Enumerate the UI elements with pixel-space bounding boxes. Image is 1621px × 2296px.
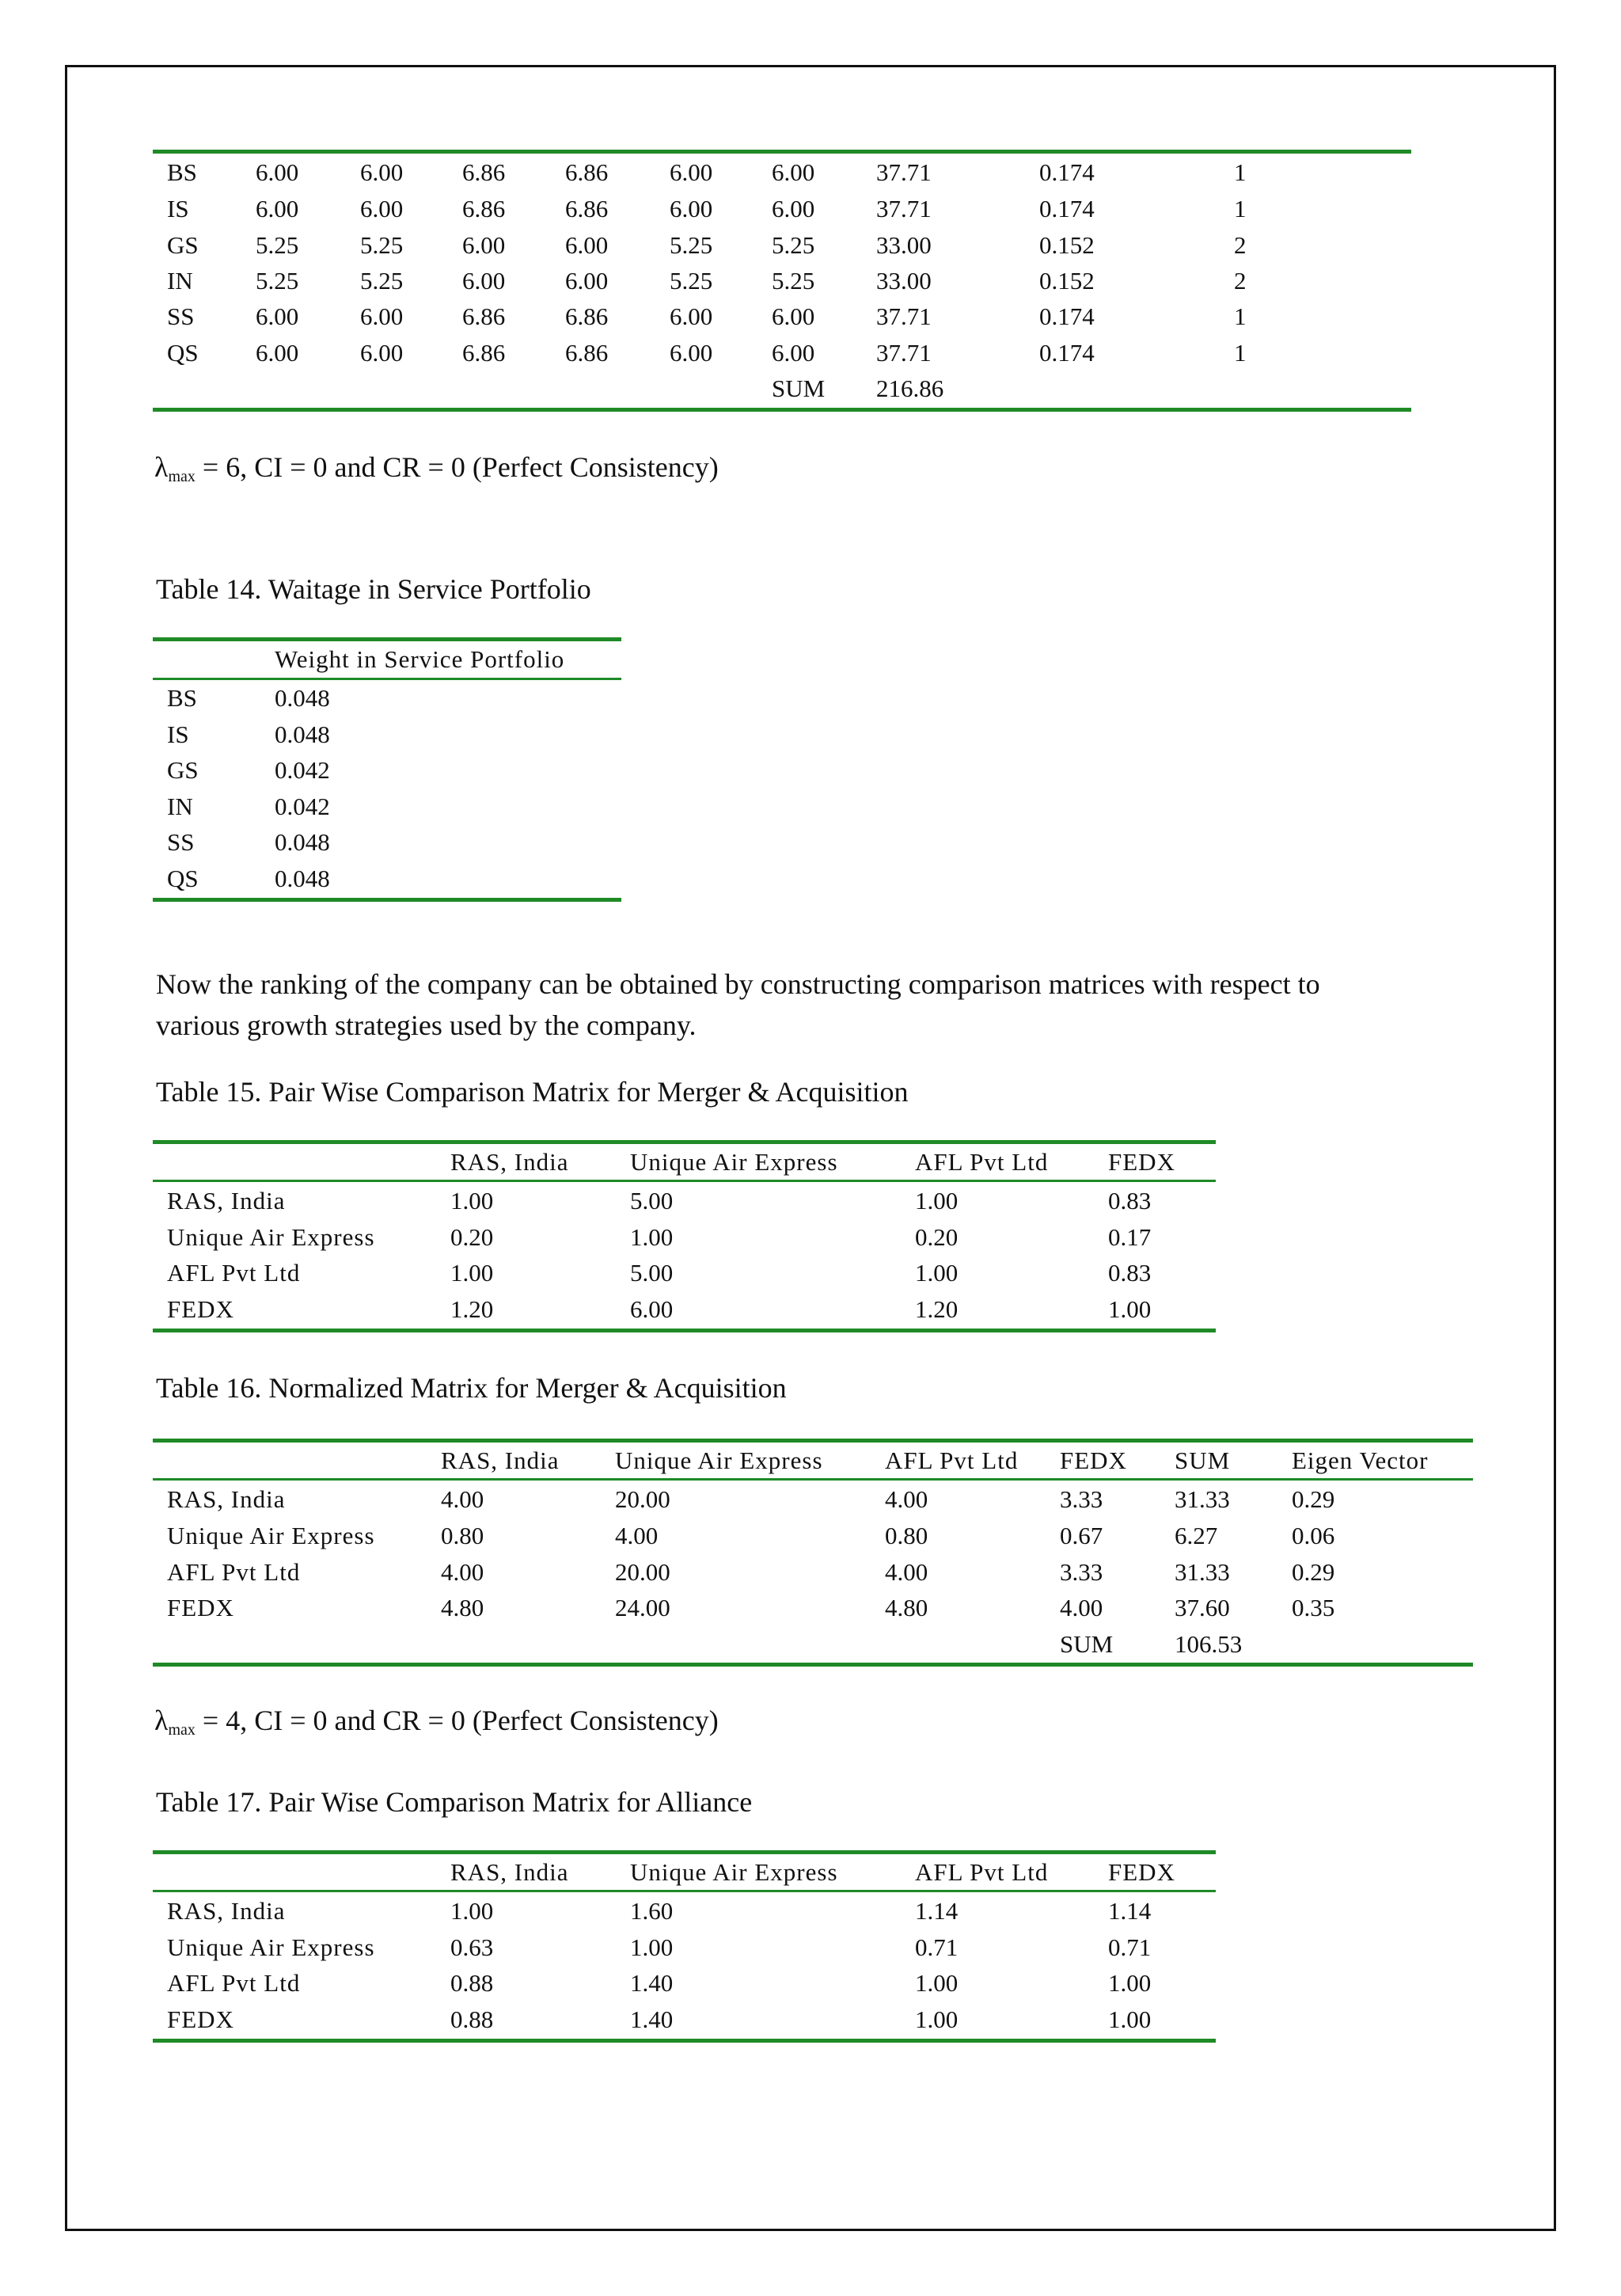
table-14-bottom-rule xyxy=(153,898,621,902)
table-cell: 4.00 xyxy=(1060,1594,1103,1621)
table-16-top-rule xyxy=(153,1439,1473,1443)
table-cell: 6.00 xyxy=(670,302,713,330)
table-cell: 6.00 xyxy=(670,339,713,367)
table-16-caption: Table 16. Normalized Matrix for Merger & Acquisition xyxy=(156,1372,787,1404)
table-cell: 5.25 xyxy=(772,267,815,295)
column-header: FEDX xyxy=(1108,1148,1175,1176)
table-cell: 37.60 xyxy=(1175,1594,1230,1621)
table-cell: 0.048 xyxy=(275,865,330,892)
table-cell: 0.88 xyxy=(450,2005,494,2033)
table15-header-rule xyxy=(153,1180,1216,1182)
table-cell: 1.00 xyxy=(1108,1295,1152,1323)
table-14-top-rule xyxy=(153,637,621,641)
table-cell: 6.00 xyxy=(360,158,404,186)
table-cell: 1.00 xyxy=(450,1897,494,1925)
table-16-header-rule xyxy=(153,1478,1473,1481)
table-cell: 1.00 xyxy=(450,1259,494,1287)
table-cell: 5.25 xyxy=(360,267,404,295)
table-cell: 0.152 xyxy=(1039,267,1095,295)
table-cell: 0.174 xyxy=(1039,339,1095,367)
table-cell: 6.00 xyxy=(670,195,713,222)
table-cell: 0.20 xyxy=(915,1223,959,1251)
table-cell: 6.00 xyxy=(256,339,299,367)
table-cell: 0.29 xyxy=(1292,1485,1335,1513)
sum-label: SUM xyxy=(1060,1630,1114,1658)
table-cell: 6.86 xyxy=(462,158,506,186)
table-cell: 5.25 xyxy=(360,231,404,259)
table-cell: 0.80 xyxy=(441,1522,484,1549)
column-header: FEDX xyxy=(1060,1446,1127,1474)
table-cell: 2 xyxy=(1234,267,1247,295)
column-header: Unique Air Express xyxy=(630,1148,838,1176)
row-label: FEDX xyxy=(167,1295,234,1323)
row-label: IS xyxy=(167,720,189,748)
table17-bottom-rule xyxy=(153,2039,1216,2043)
table-cell: 4.00 xyxy=(441,1558,484,1586)
table-cell: 6.86 xyxy=(565,302,609,330)
table-cell: 6.00 xyxy=(772,158,815,186)
table-cell: 5.25 xyxy=(772,231,815,259)
table-17-caption: Table 17. Pair Wise Comparison Matrix for Alliance xyxy=(156,1786,753,1818)
sum-value: 106.53 xyxy=(1175,1630,1243,1658)
table-cell: 0.80 xyxy=(885,1522,928,1549)
column-header: Eigen Vector xyxy=(1292,1446,1429,1474)
table-cell: 6.00 xyxy=(462,231,506,259)
row-label: FEDX xyxy=(167,2005,234,2033)
table-cell: 0.17 xyxy=(1108,1223,1152,1251)
table-16-bottom-rule xyxy=(153,1663,1473,1667)
table-cell: 0.20 xyxy=(450,1223,494,1251)
table-cell: 6.86 xyxy=(462,302,506,330)
table-cell: 6.00 xyxy=(630,1295,674,1323)
table-cell: 6.00 xyxy=(360,339,404,367)
consistency-statement-2: $\lambda_{max} = 4$, CI = 0 and CR = 0 (Perfect Consistency) xyxy=(154,1705,719,1739)
row-label: BS xyxy=(167,684,197,712)
table-cell: 1 xyxy=(1234,158,1247,186)
table-cell: 37.71 xyxy=(876,302,932,330)
table-cell: 0.06 xyxy=(1292,1522,1335,1549)
table-cell: 3.33 xyxy=(1060,1485,1103,1513)
column-header: AFL Pvt Ltd xyxy=(915,1148,1049,1176)
row-label: QS xyxy=(167,865,199,892)
row-label: IN xyxy=(167,267,193,295)
row-label: RAS, India xyxy=(167,1485,286,1513)
table-cell: 20.00 xyxy=(615,1485,670,1513)
row-label: GS xyxy=(167,756,199,784)
table-cell: 5.00 xyxy=(630,1259,674,1287)
row-label: RAS, India xyxy=(167,1187,286,1215)
table-cell: 0.83 xyxy=(1108,1259,1152,1287)
table-cell: 5.25 xyxy=(670,267,713,295)
table15-top-rule xyxy=(153,1140,1216,1144)
row-label: SS xyxy=(167,828,195,856)
table-14-header-rule xyxy=(153,678,621,680)
table-cell: 5.25 xyxy=(670,231,713,259)
table-cell: 6.86 xyxy=(462,195,506,222)
table-14-caption: Table 14. Waitage in Service Portfolio xyxy=(156,573,591,605)
table-cell: 0.048 xyxy=(275,828,330,856)
table-cell: 0.174 xyxy=(1039,195,1095,222)
table-cell: 31.33 xyxy=(1175,1485,1230,1513)
table-cell: 3.33 xyxy=(1060,1558,1103,1586)
table-cell: 6.00 xyxy=(256,158,299,186)
table-cell: 0.35 xyxy=(1292,1594,1335,1621)
table-cell: 6.00 xyxy=(772,302,815,330)
table-cell: 0.042 xyxy=(275,756,330,784)
table-cell: 6.86 xyxy=(565,339,609,367)
column-header: Unique Air Express xyxy=(630,1858,838,1886)
table-cell: 4.80 xyxy=(885,1594,928,1621)
table-cell: 0.174 xyxy=(1039,302,1095,330)
table-cell: 4.00 xyxy=(885,1558,928,1586)
table-cell: 6.00 xyxy=(565,267,609,295)
table-cell: 0.042 xyxy=(275,793,330,820)
table-cell: 1 xyxy=(1234,195,1247,222)
table-cell: 6.00 xyxy=(360,302,404,330)
table-cell: 0.048 xyxy=(275,720,330,748)
table-cell: 1.00 xyxy=(915,1187,959,1215)
sum-value: 216.86 xyxy=(876,374,944,402)
table-cell: 0.048 xyxy=(275,684,330,712)
table-cell: 2 xyxy=(1234,231,1247,259)
column-header: AFL Pvt Ltd xyxy=(915,1858,1049,1886)
table-cell: 1.00 xyxy=(630,1223,674,1251)
row-label: BS xyxy=(167,158,197,186)
table-13-bottom-rule xyxy=(153,408,1411,412)
row-label: QS xyxy=(167,339,199,367)
table-cell: 0.174 xyxy=(1039,158,1095,186)
table-cell: 33.00 xyxy=(876,267,932,295)
table-cell: 1.14 xyxy=(1108,1897,1152,1925)
table-cell: 1.00 xyxy=(630,1933,674,1961)
table-cell: 4.00 xyxy=(441,1485,484,1513)
table-cell: 4.80 xyxy=(441,1594,484,1621)
column-header: RAS, India xyxy=(450,1148,569,1176)
table-cell: 6.00 xyxy=(565,231,609,259)
column-header: Unique Air Express xyxy=(615,1446,823,1474)
table-cell: 6.00 xyxy=(772,339,815,367)
column-header: AFL Pvt Ltd xyxy=(885,1446,1019,1474)
table-cell: 1.20 xyxy=(915,1295,959,1323)
table-cell: 37.71 xyxy=(876,195,932,222)
table-cell: 5.25 xyxy=(256,267,299,295)
table-cell: 1.20 xyxy=(450,1295,494,1323)
table-cell: 6.27 xyxy=(1175,1522,1218,1549)
row-label: RAS, India xyxy=(167,1897,286,1925)
table17-top-rule xyxy=(153,1850,1216,1854)
table-cell: 1.00 xyxy=(1108,2005,1152,2033)
table-cell: 1.60 xyxy=(630,1897,674,1925)
sum-label: SUM xyxy=(772,374,826,402)
column-header: FEDX xyxy=(1108,1858,1175,1886)
paragraph-line-2: various growth strategies used by the company. xyxy=(156,1009,697,1041)
row-label: SS xyxy=(167,302,195,330)
table-15-caption: Table 15. Pair Wise Comparison Matrix for Merger & Acquisition xyxy=(156,1076,909,1108)
table15-bottom-rule xyxy=(153,1329,1216,1332)
table-cell: 0.63 xyxy=(450,1933,494,1961)
table-cell: 20.00 xyxy=(615,1558,670,1586)
table-cell: 0.71 xyxy=(915,1933,959,1961)
table-cell: 6.86 xyxy=(462,339,506,367)
column-header: RAS, India xyxy=(450,1858,569,1886)
table-cell: 1.14 xyxy=(915,1897,959,1925)
row-label: Unique Air Express xyxy=(167,1933,375,1961)
table-cell: 31.33 xyxy=(1175,1558,1230,1586)
table-cell: 1.00 xyxy=(450,1187,494,1215)
row-label: AFL Pvt Ltd xyxy=(167,1969,301,1997)
table-cell: 24.00 xyxy=(615,1594,670,1621)
table-cell: 0.83 xyxy=(1108,1187,1152,1215)
table-cell: 5.00 xyxy=(630,1187,674,1215)
column-header: Weight in Service Portfolio xyxy=(275,645,565,673)
row-label: FEDX xyxy=(167,1594,234,1621)
table-cell: 4.00 xyxy=(885,1485,928,1513)
table-cell: 6.86 xyxy=(565,195,609,222)
table-cell: 6.86 xyxy=(565,158,609,186)
table-cell: 6.00 xyxy=(360,195,404,222)
table-cell: 1.00 xyxy=(915,1259,959,1287)
table-cell: 1.00 xyxy=(915,1969,959,1997)
consistency-statement-1: $\lambda_{max} = 6$, CI = 0 and CR = 0 (Perfect Consistency) xyxy=(154,451,719,485)
column-header: RAS, India xyxy=(441,1446,560,1474)
table-cell: 0.67 xyxy=(1060,1522,1103,1549)
table-cell: 37.71 xyxy=(876,339,932,367)
table-cell: 6.00 xyxy=(256,195,299,222)
row-label: Unique Air Express xyxy=(167,1223,375,1251)
table-cell: 0.71 xyxy=(1108,1933,1152,1961)
table-cell: 1.40 xyxy=(630,2005,674,2033)
table-cell: 1 xyxy=(1234,339,1247,367)
table-cell: 5.25 xyxy=(256,231,299,259)
table-cell: 0.88 xyxy=(450,1969,494,1997)
column-header: SUM xyxy=(1175,1446,1231,1474)
table-cell: 1.00 xyxy=(1108,1969,1152,1997)
row-label: AFL Pvt Ltd xyxy=(167,1259,301,1287)
row-label: IN xyxy=(167,793,193,820)
row-label: AFL Pvt Ltd xyxy=(167,1558,301,1586)
row-label: IS xyxy=(167,195,189,222)
table-cell: 6.00 xyxy=(772,195,815,222)
table-cell: 1.40 xyxy=(630,1969,674,1997)
table-13-top-rule xyxy=(153,150,1411,154)
table-cell: 1 xyxy=(1234,302,1247,330)
paragraph-line-1: Now the ranking of the company can be obtained by constructing comparison matrices with respect to xyxy=(156,968,1320,1000)
table-cell: 6.00 xyxy=(670,158,713,186)
table-cell: 4.00 xyxy=(615,1522,659,1549)
table-cell: 6.00 xyxy=(462,267,506,295)
row-label: Unique Air Express xyxy=(167,1522,375,1549)
row-label: GS xyxy=(167,231,199,259)
table-cell: 0.152 xyxy=(1039,231,1095,259)
table-cell: 37.71 xyxy=(876,158,932,186)
table-cell: 33.00 xyxy=(876,231,932,259)
table17-header-rule xyxy=(153,1890,1216,1892)
table-cell: 1.00 xyxy=(915,2005,959,2033)
table-cell: 6.00 xyxy=(256,302,299,330)
table-cell: 0.29 xyxy=(1292,1558,1335,1586)
